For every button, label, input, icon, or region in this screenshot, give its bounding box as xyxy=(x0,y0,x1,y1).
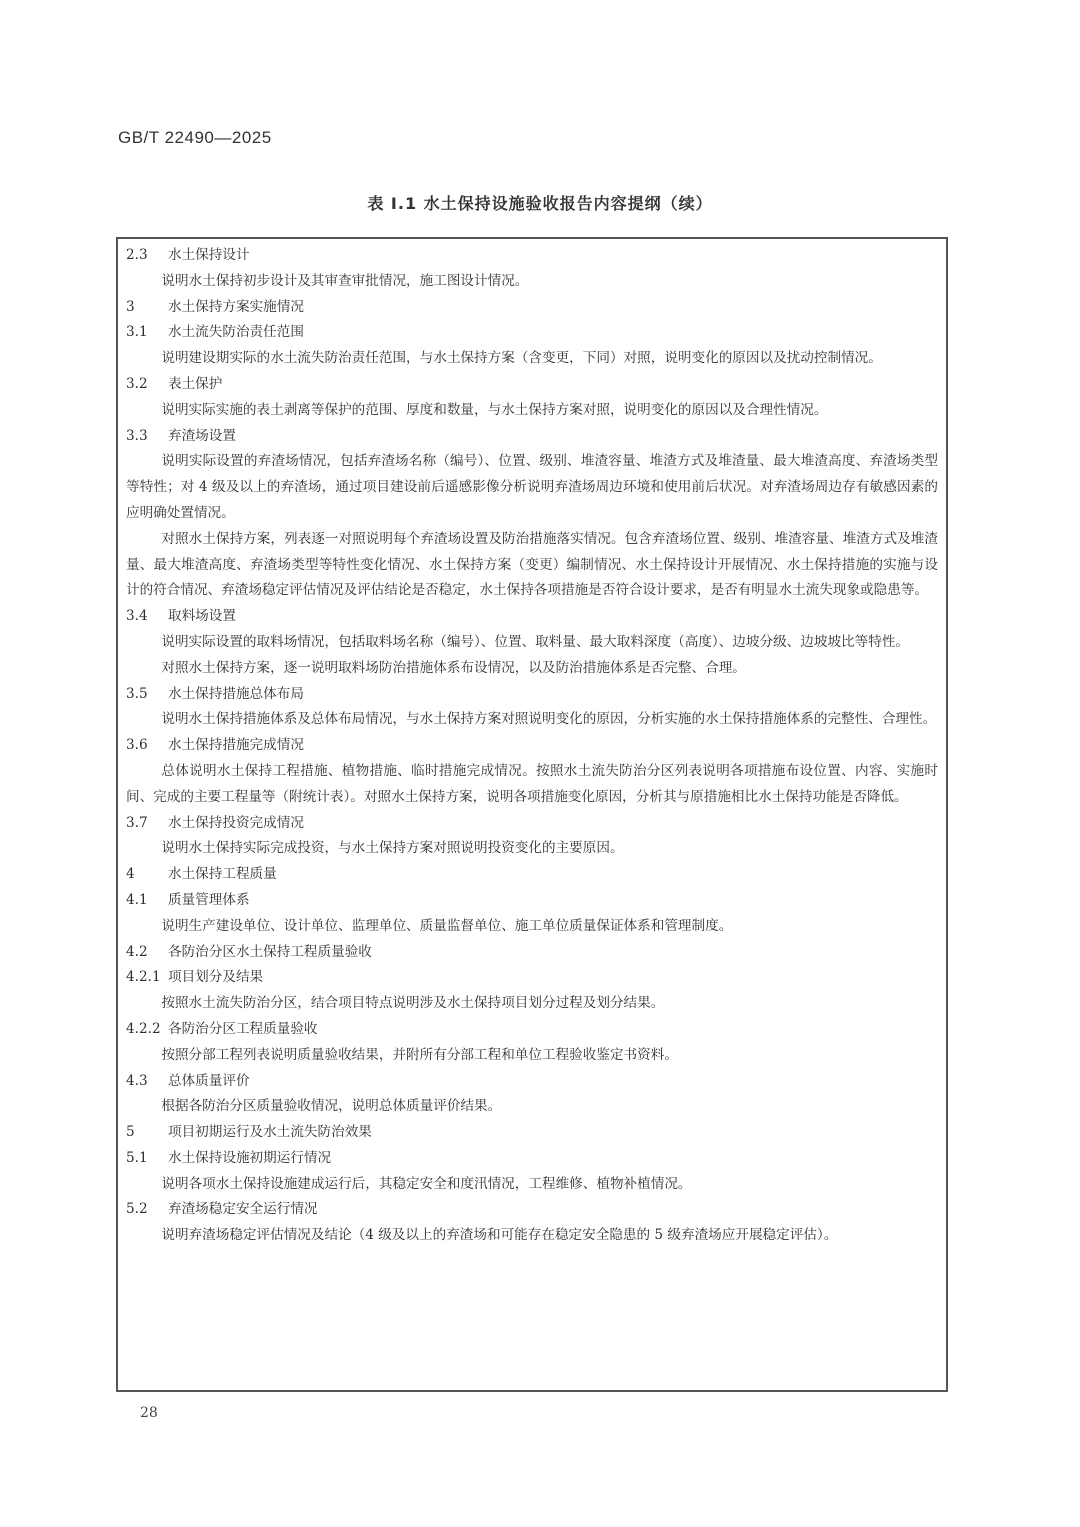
section-title: 弃渣场稳定安全运行情况 xyxy=(168,1201,318,1218)
section-paragraph: 说明水土保持措施体系及总体布局情况，与水土保持方案对照说明变化的原因，分析实施的水土保持措施体系的完整性、合理性。 xyxy=(161,711,937,728)
section-number: 3.3 xyxy=(126,427,148,444)
section-heading xyxy=(126,372,938,398)
section-paragraph: 根据各防治分区质量验收情况，说明总体质量评价结果。 xyxy=(161,1098,502,1115)
section-number: 4.2 xyxy=(126,943,148,960)
standard-code: GB/T 22490—2025 xyxy=(118,128,272,147)
section-paragraph: 说明建设期实际的水土流失防治责任范围，与水土保持方案（含变更，下同）对照，说明变化的原因以及扰动控制情况。 xyxy=(161,350,882,367)
section-heading xyxy=(126,1197,938,1223)
section-number: 3.1 xyxy=(126,324,148,341)
section-number: 3.4 xyxy=(126,608,148,625)
section-paragraph: 说明水土保持初步设计及其审查审批情况，施工图设计情况。 xyxy=(161,272,529,289)
section-number: 4.3 xyxy=(126,1072,148,1089)
section-number: 3.6 xyxy=(126,737,148,754)
section-paragraph: 说明各项水土保持设施建成运行后，其稳定安全和度汛情况，工程维修、植物补植情况。 xyxy=(161,1175,692,1192)
section-title: 弃渣场设置 xyxy=(168,427,236,444)
section-paragraph: 说明实际实施的表土剥离等保护的范围、厚度和数量，与水土保持方案对照，说明变化的原因以及合理性情况。 xyxy=(161,401,828,418)
section-paragraph: 说明实际设置的取料场情况，包括取料场名称（编号）、位置、取料量、最大取料深度（高度）、边坡分级、边坡坡比等特性。 xyxy=(161,633,910,650)
section-paragraph: 对照水土保持方案，列表逐一对照说明每个弃渣场设置及防治措施落实情况。包含弃渣场位置、级别、堆渣容量、堆渣方式及堆渣量、最大堆渣高度、弃渣场类型等特性变化情况、水土保持方案（变更）编制情况、水土保持设计开展情况、水土保持措施的实施与设计的符合情况、弃渣场稳定评估情况及评估结论是否稳定，水土保持各项措施是否符合设计要求，是否有明显水土流失现象或隐患等。 xyxy=(126,530,938,599)
section-number: 3.5 xyxy=(126,685,148,702)
section-number: 4.1 xyxy=(126,891,148,908)
section-title: 水土保持措施完成情况 xyxy=(168,737,304,754)
section-paragraph: 说明弃渣场稳定评估情况及结论（4 级及以上的弃渣场和可能存在稳定安全隐患的 5 级弃渣场应开展稳定评估）。 xyxy=(161,1227,838,1244)
section-title: 各防治分区水土保持工程质量验收 xyxy=(168,943,372,960)
page-number: 28 xyxy=(140,1405,158,1421)
table-title: 表 I.1 水土保持设施验收报告内容提纲（续） xyxy=(367,194,713,213)
section-title: 水土流失防治责任范围 xyxy=(168,324,304,341)
section-heading xyxy=(126,811,938,837)
section-heading xyxy=(126,295,938,321)
section-heading xyxy=(126,862,938,888)
section-title: 水土保持工程质量 xyxy=(168,866,277,883)
section-number: 3 xyxy=(126,298,135,315)
section-title: 取料场设置 xyxy=(168,608,236,625)
section-paragraph: 按照分部工程列表说明质量验收结果，并附所有分部工程和单位工程验收鉴定书资料。 xyxy=(161,1046,678,1063)
section-number: 5.1 xyxy=(126,1149,148,1166)
section-title: 质量管理体系 xyxy=(168,891,250,908)
section-title: 项目初期运行及水土流失防治效果 xyxy=(168,1124,372,1141)
section-title: 水土保持设计 xyxy=(168,247,250,263)
section-heading xyxy=(126,1069,938,1095)
section-heading xyxy=(126,424,938,450)
section-paragraph: 对照水土保持方案，逐一说明取料场防治措施体系布设情况，以及防治措施体系是否完整、合理。 xyxy=(161,659,746,676)
section-heading xyxy=(126,604,938,630)
section-number: 4 xyxy=(126,866,135,883)
section-paragraph: 总体说明水土保持工程措施、植物措施、临时措施完成情况。按照水土流失防治分区列表说明各项措施布设位置、内容、实施时间、完成的主要工程量等（附统计表）。对照水土保持方案，说明各项措施变化原因，分析其与原措施相比水土保持功能是否降低。 xyxy=(126,762,938,805)
section-title: 各防治分区工程质量验收 xyxy=(168,1020,318,1037)
section-paragraph: 说明实际设置的弃渣场情况，包括弃渣场名称（编号）、位置、级别、堆渣容量、堆渣方式及堆渣量、最大堆渣高度、弃渣场类型等特性；对 4 级及以上的弃渣场，通过项目建设前后遥感影像分析说明弃渣场周边环境和使用前后状况。对弃渣场周边存有敏感因素的应明确处置情况。 xyxy=(126,453,938,521)
section-heading xyxy=(126,1120,938,1146)
section-number: 5 xyxy=(126,1124,135,1141)
section-paragraph: 按照水土流失防治分区，结合项目特点说明涉及水土保持项目划分过程及划分结果。 xyxy=(161,995,665,1012)
section-heading xyxy=(126,888,938,914)
section-heading xyxy=(126,733,938,759)
content-table-box xyxy=(116,237,948,1392)
section-heading xyxy=(126,243,938,269)
section-paragraph: 说明生产建设单位、设计单位、监理单位、质量监督单位、施工单位质量保证体系和管理制度。 xyxy=(161,917,733,934)
section-number: 5.2 xyxy=(126,1201,148,1218)
section-title: 表土保护 xyxy=(168,375,223,392)
section-number: 4.2.1 xyxy=(126,969,161,986)
section-title: 水土保持方案实施情况 xyxy=(168,298,304,315)
outline-content xyxy=(126,243,938,1249)
section-title: 总体质量评价 xyxy=(168,1072,250,1089)
section-heading xyxy=(126,682,938,708)
section-title: 水土保持投资完成情况 xyxy=(168,814,304,831)
section-number: 2.3 xyxy=(126,247,148,263)
section-heading xyxy=(126,1146,938,1172)
section-heading xyxy=(126,1017,938,1043)
section-paragraph: 说明水土保持实际完成投资，与水土保持方案对照说明投资变化的主要原因。 xyxy=(161,840,624,857)
section-heading xyxy=(126,940,938,966)
section-title: 水土保持措施总体布局 xyxy=(168,685,304,702)
section-title: 水土保持设施初期运行情况 xyxy=(168,1149,332,1166)
section-number: 3.7 xyxy=(126,814,148,831)
section-heading xyxy=(126,320,938,346)
section-number: 4.2.2 xyxy=(126,1020,161,1037)
section-heading xyxy=(126,965,938,991)
section-number: 3.2 xyxy=(126,375,148,392)
section-title: 项目划分及结果 xyxy=(168,969,264,986)
